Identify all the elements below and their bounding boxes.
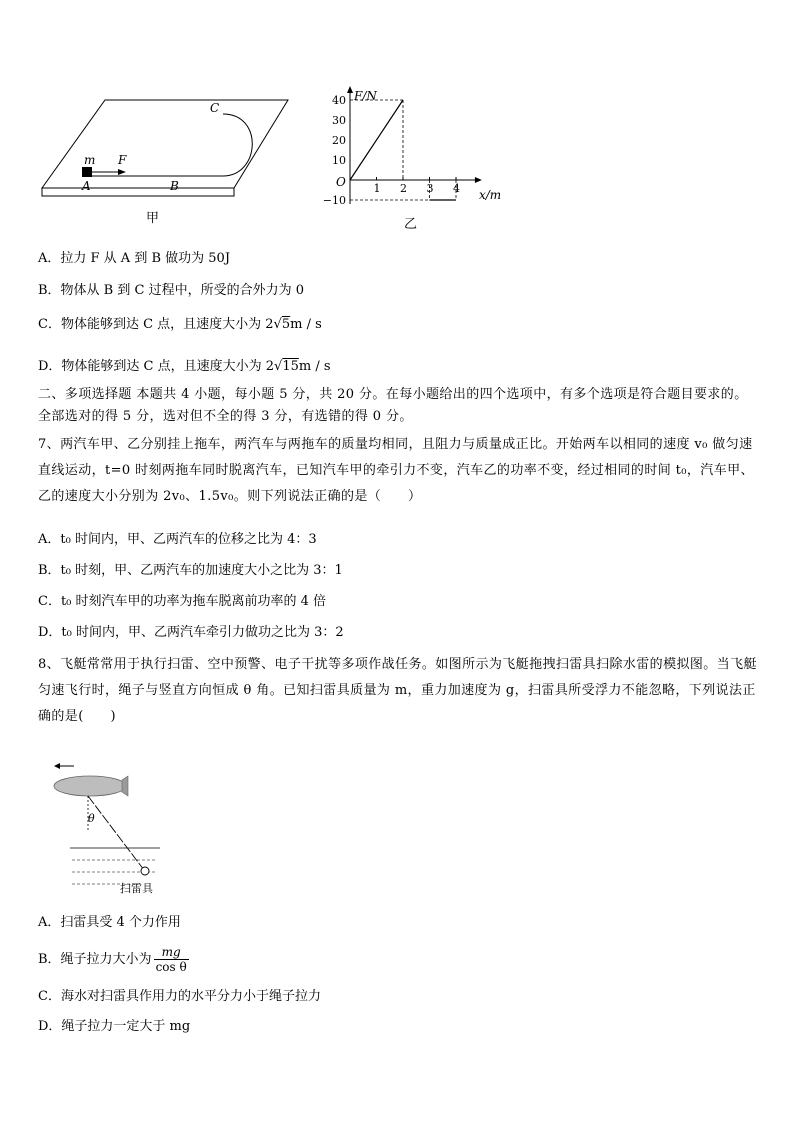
q7-stem: 7、两汽车甲、乙分别挂上拖车，两汽车与两拖车的质量均相同，且阻力与质量成正比。开始两车以相同的速度 v₀ 做匀速直线运动，t=0 时刻两拖车同时脱离汽车，已知汽车甲的牵引力不变，汽车乙的功率不变，经过相同的时间 t₀，汽车甲、乙的速度大小分别为 2v₀、1.5v₀。则下列说法正确的是（ ） bbox=[38, 437, 754, 504]
q6-option-a: A．拉力 F 从 A 到 B 做功为 50J bbox=[38, 251, 231, 266]
minesweeper-label: 扫雷具 bbox=[120, 882, 153, 895]
label-C: C bbox=[210, 101, 220, 115]
y-tick-label: −10 bbox=[322, 194, 346, 207]
minesweeper-device bbox=[141, 867, 149, 875]
q8-option-d: D．绳子拉力一定大于 mg bbox=[38, 1019, 191, 1034]
series-segment-rise bbox=[350, 100, 403, 180]
fraction-denominator: cos θ bbox=[155, 960, 187, 974]
x-axis-label: x/m bbox=[479, 188, 502, 202]
origin-label: O bbox=[336, 175, 346, 189]
q7-option-b: B．t₀ 时刻，甲、乙两汽车的加速度大小之比为 3：1 bbox=[38, 563, 343, 578]
q8-option-b bbox=[38, 944, 189, 976]
q6-option-b: B．物体从 B 到 C 过程中，所受的合外力为 0 bbox=[38, 283, 304, 298]
q8-stem: 8、飞艇常常用于执行扫雷、空中预警、电子干扰等多项作战任务。如图所示为飞艇拖拽扫雷具扫除水雷的模拟图。当飞艇匀速飞行时，绳子与竖直方向恒成 θ 角。已知扫雷具质量为 m，重力加速度为 g，扫雷具所受浮力不能忽略，下列说法正确的是( ) bbox=[38, 657, 757, 724]
x-tick-label: 3 bbox=[426, 182, 434, 195]
fraction-mg-cos bbox=[154, 945, 189, 974]
x-tick-label: 4 bbox=[453, 182, 460, 195]
caption-jia: 甲 bbox=[146, 211, 160, 226]
q8-option-a: A．扫雷具受 4 个力作用 bbox=[38, 915, 181, 930]
y-tick-label: 20 bbox=[332, 134, 346, 147]
q8-option-b-prefix: B．绳子拉力大小为 bbox=[38, 952, 152, 967]
y-tick-label: 40 bbox=[332, 94, 346, 107]
label-F: F bbox=[118, 153, 127, 167]
label-B: B bbox=[170, 179, 179, 193]
q8-option-c: C．海水对扫雷具作用力的水平分力小于绳子拉力 bbox=[38, 989, 321, 1004]
sqrt-radicand: 15 bbox=[282, 359, 299, 374]
q7-option-c: C．t₀ 时刻汽车甲的功率为拖车脱离前功率的 4 倍 bbox=[38, 594, 327, 609]
figure-jia bbox=[38, 92, 298, 232]
label-A: A bbox=[82, 179, 91, 193]
tow-rope bbox=[88, 796, 144, 870]
x-tick-label: 2 bbox=[400, 182, 407, 195]
q6-option-c: C．物体能够到达 C 点，且速度大小为 2√5m / s bbox=[38, 317, 322, 332]
sqrt-radicand: 5 bbox=[281, 317, 291, 332]
block-m bbox=[82, 167, 92, 177]
q7-option-a: A．t₀ 时间内，甲、乙两汽车的位移之比为 4：3 bbox=[38, 532, 317, 547]
y-axis-label: F/N bbox=[354, 89, 377, 103]
incline-plane-side bbox=[42, 188, 234, 196]
fraction-numerator: mg bbox=[154, 945, 189, 960]
direction-arrowhead bbox=[54, 763, 60, 769]
caption-yi: 乙 bbox=[404, 217, 418, 232]
angle-theta: θ bbox=[88, 812, 95, 825]
x-tick-label: 1 bbox=[373, 182, 381, 195]
x-axis-arrowhead bbox=[475, 177, 482, 183]
q6-option-d: D．物体能够到达 C 点，且速度大小为 2√15m / s bbox=[38, 359, 331, 374]
label-m: m bbox=[84, 153, 96, 167]
figure-yi-chart bbox=[318, 82, 518, 232]
incline-plane-top bbox=[42, 100, 288, 188]
y-tick-label: 30 bbox=[332, 114, 346, 127]
section2-heading: 二、多项选择题 本题共 4 小题，每小题 5 分，共 20 分。在每小题给出的四个选项中，有多个选项是符合题目要求的。全部选对的得 5 分，选对但不全的得 3 分，有选错的得 0 分。 bbox=[38, 387, 748, 424]
airship-body bbox=[54, 776, 126, 796]
y-axis-arrowhead bbox=[347, 86, 353, 93]
q7-option-d: D．t₀ 时间内，甲、乙两汽车牵引力做功之比为 3：2 bbox=[38, 625, 344, 640]
airship-tail bbox=[122, 776, 128, 796]
figure-airship bbox=[48, 760, 178, 900]
y-tick-label: 10 bbox=[332, 154, 346, 167]
